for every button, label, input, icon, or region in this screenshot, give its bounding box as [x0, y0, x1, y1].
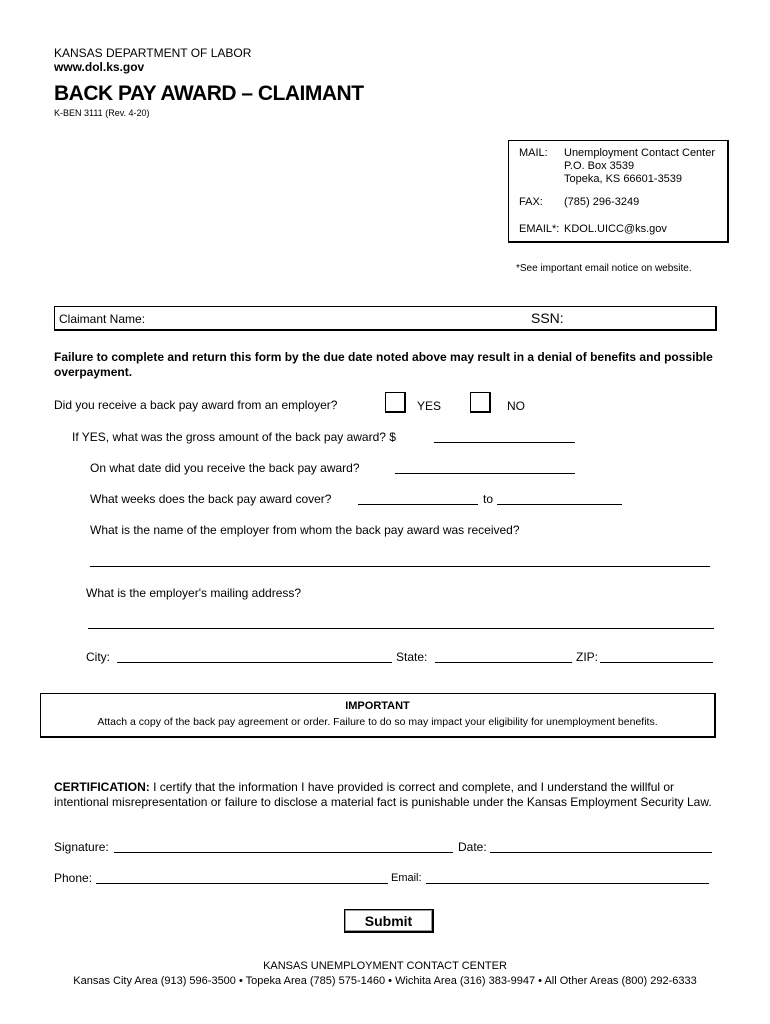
claimant-name-label: Claimant Name: [59, 312, 146, 326]
receipt-date-line [395, 473, 575, 474]
signature-label: Signature: [54, 840, 109, 854]
email-value: KDOL.UICC@ks.gov [564, 223, 667, 235]
form-title: BACK PAY AWARD – CLAIMANT [54, 82, 364, 105]
signature-line [114, 852, 453, 853]
email-notice: *See important email notice on website. [516, 263, 692, 274]
date-line [490, 852, 712, 853]
email-label: EMAIL*: [519, 223, 560, 235]
mail-line-3: Topeka, KS 66601-3539 [564, 173, 683, 185]
form-number: K-BEN 3111 (Rev. 4-20) [54, 108, 150, 118]
fax-label: FAX: [519, 196, 543, 208]
mail-line-2: P.O. Box 3539 [564, 160, 635, 172]
email-field-label: Email: [391, 872, 422, 884]
state-line [435, 662, 572, 663]
important-heading: IMPORTANT [345, 700, 410, 712]
email-input[interactable] [428, 869, 707, 883]
city-label: City: [86, 650, 110, 664]
zip-line [600, 662, 713, 663]
weeks-to-label: to [483, 492, 494, 506]
agency-name: KANSAS DEPARTMENT OF LABOR [54, 46, 252, 60]
employer-name-line [90, 566, 710, 567]
ssn-input[interactable] [570, 311, 705, 325]
question-weeks-covered: What weeks does the back pay award cover? [90, 492, 332, 506]
gross-amount-input[interactable] [436, 428, 574, 442]
question-receipt-date: On what date did you receive the back pay award? [90, 461, 360, 475]
fax-value: (785) 296-3249 [564, 196, 640, 208]
gross-amount-line [434, 442, 575, 443]
yes-label: YES [417, 399, 442, 413]
weeks-from-line [358, 504, 478, 505]
claimant-box [54, 306, 717, 331]
city-input[interactable] [119, 648, 390, 662]
employer-name-input[interactable] [92, 551, 708, 565]
phone-input[interactable] [98, 869, 386, 883]
question-back-pay-received: Did you receive a back pay award from an employer? [54, 398, 338, 412]
signature-input[interactable] [116, 838, 451, 852]
important-text: Attach a copy of the back pay agreement or order. Failure to do so may impact your eligibility for unemployment benefits. [97, 716, 658, 728]
yes-checkbox[interactable] [385, 392, 406, 413]
email-line [426, 883, 709, 884]
state-input[interactable] [437, 648, 570, 662]
zip-label: ZIP: [576, 650, 599, 664]
ssn-label: SSN: [531, 310, 564, 326]
agency-website: www.dol.ks.gov [54, 60, 145, 74]
employer-address-line [88, 628, 714, 629]
receipt-date-input[interactable] [397, 459, 573, 473]
claimant-name-input[interactable] [155, 311, 515, 325]
state-label: State: [396, 650, 428, 664]
certification-statement [54, 780, 719, 810]
contact-box [508, 140, 729, 243]
mail-label: MAIL: [519, 147, 548, 159]
weeks-to-input[interactable] [499, 490, 620, 504]
zip-input[interactable] [602, 648, 711, 662]
footer-phone-numbers: Kansas City Area (913) 596-3500 • Topeka Area (785) 575-1460 • Wichita Area (316) 383-9947 • All Other Areas (800) 292-6333 [73, 975, 697, 987]
mail-line-1: Unemployment Contact Center [564, 147, 716, 159]
question-employer-name: What is the name of the employer from whom the back pay award was received? [90, 523, 520, 537]
submit-button[interactable]: Submit [344, 909, 434, 933]
question-employer-address: What is the employer's mailing address? [86, 586, 302, 600]
no-label: NO [507, 399, 525, 413]
due-date-warning: Failure to complete and return this form by the due date noted above may result in a denial of benefits and possible overpayment. [54, 350, 713, 379]
no-checkbox[interactable] [470, 392, 491, 413]
date-input[interactable] [492, 838, 710, 852]
date-label: Date: [458, 840, 487, 854]
certification-text: I certify that the information I have provided is correct and complete, and I understand the willful or intentional misrepresentation or failure to disclose a material fact is punishable under the Kansas Employment Security Law. [54, 780, 712, 809]
phone-line [96, 883, 388, 884]
question-gross-amount: If YES, what was the gross amount of the back pay award? $ [72, 430, 396, 444]
employer-address-input[interactable] [90, 613, 712, 627]
phone-label: Phone: [54, 871, 93, 885]
footer-contact-center: KANSAS UNEMPLOYMENT CONTACT CENTER [263, 960, 507, 972]
weeks-from-input[interactable] [360, 490, 476, 504]
city-line [117, 662, 392, 663]
weeks-to-line [497, 504, 622, 505]
certification-heading: CERTIFICATION: [54, 780, 150, 794]
important-notice-box [40, 693, 716, 738]
